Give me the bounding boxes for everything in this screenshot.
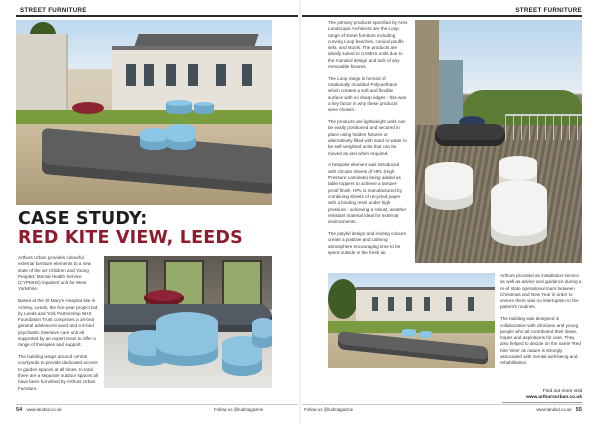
interior-seating-photo (104, 256, 272, 388)
left-body-column (18, 255, 98, 397)
body-paragraph: A bespoke element was introduced with circular sheets of HPL (High Pressure Laminate) being added as table toppers to achieve a tamper-proof finish. HPL is manufactured by combining sheets of recycled paper with a binding resin under high pressure - achieving a robust, weather resistant material ideal for external environments. (328, 162, 407, 225)
footer-left-page (16, 407, 62, 413)
headline-line-2: RED KITE VIEW, LEEDS (18, 228, 243, 248)
cta-line: Find out more visit (542, 389, 582, 394)
body-paragraph: The primary products specified by Ares Landscape Architects are the Loop range of street furniture including curving Loop benches, conical pouffe sets, and stools. The products are ideally suited to CAMHS units due to the rounded design and lack of any removable fixtures. (328, 20, 408, 70)
footer-social-right: Follow us @ludmagazine (304, 407, 354, 412)
courtyard-seating-photo (16, 20, 272, 205)
footer-right-page (536, 407, 582, 413)
body-paragraph: The building was designed in collaboration with clinicians and young people who all contributed their ideas, hopes and aspirations for care. They also helped to decide on the name 'Red Kite View' as nature is strongly associated with mental well-being and rehabilitation. (500, 316, 581, 366)
headline-line-1: CASE STUDY: (18, 209, 148, 229)
footer-social-left: Follow us @ludmagazine (214, 407, 264, 412)
footer-rule-right (302, 404, 582, 405)
section-label-left: STREET FURNITURE (20, 7, 87, 14)
page-number-left: 54 (16, 407, 23, 413)
footer-url-right[interactable]: www.landsd.co.uk (536, 407, 572, 412)
body-paragraph: Arthurs provided an installation service as well as advice and guidance during a re-of state operational tours between Christmas and New Year in order to ensure there was no interruption to the patient's routines. (500, 273, 582, 310)
header-rule-left (16, 15, 298, 17)
cta-website-link[interactable]: www.arthursurban.co.uk (525, 395, 582, 400)
header-rule-right (302, 15, 582, 17)
right-body-column (500, 273, 582, 372)
body-paragraph: The Loop range is formed of rotationally moulded Polyurethane which creates a soft and flexible surface with no sharp edges - this was a key factor in why these products were chosen. (328, 75, 407, 113)
terrace-seating-photo (415, 20, 582, 263)
case-study-headline (18, 210, 288, 248)
page-gutter (299, 0, 301, 424)
cta-rule (502, 402, 582, 403)
page-number-right: 55 (575, 407, 582, 413)
body-paragraph: The products are lightweight units can be easily positioned and secured in place using hidden fixtures or alternatively filled with sand or water to be self-weighted units that can be moved as and when required. (328, 119, 407, 156)
courtyard-bench-photo (328, 273, 495, 368)
footer-rule-left (16, 404, 298, 405)
footer-url-left[interactable]: www.landsd.co.uk (26, 407, 62, 412)
section-label-right: STREET FURNITURE (515, 7, 582, 14)
body-paragraph: Based at the St Mary's Hospital site in Armley, Leeds, the five-year project led by Leeds and York Partnership NHS Foundation Trust comprises a 16-bed general adolescent ward and a 6-bed psychiatric intensive care unit all supported by an expert team to offer a range of therapies and support. (18, 298, 98, 348)
body-paragraph: The playful design and inviting colours create a positive and calming atmosphere encouraging time to be spent outside in the fresh air. (328, 230, 406, 255)
body-paragraph: The building wraps around central courtyards to provide dedicated access to garden spaces at all times. In total there are a separate outdoor spaces all have been furnished by Arthurs Urban Furniture. (18, 354, 98, 391)
middle-body-column (328, 20, 408, 262)
body-paragraph: Arthurs Urban provides colourful external furniture elements to a new state of the art Children and Young Peoples' Mental Health Service (CYPMHS) inpatient unit for West Yorkshire. (18, 255, 92, 292)
find-out-more (526, 389, 582, 401)
